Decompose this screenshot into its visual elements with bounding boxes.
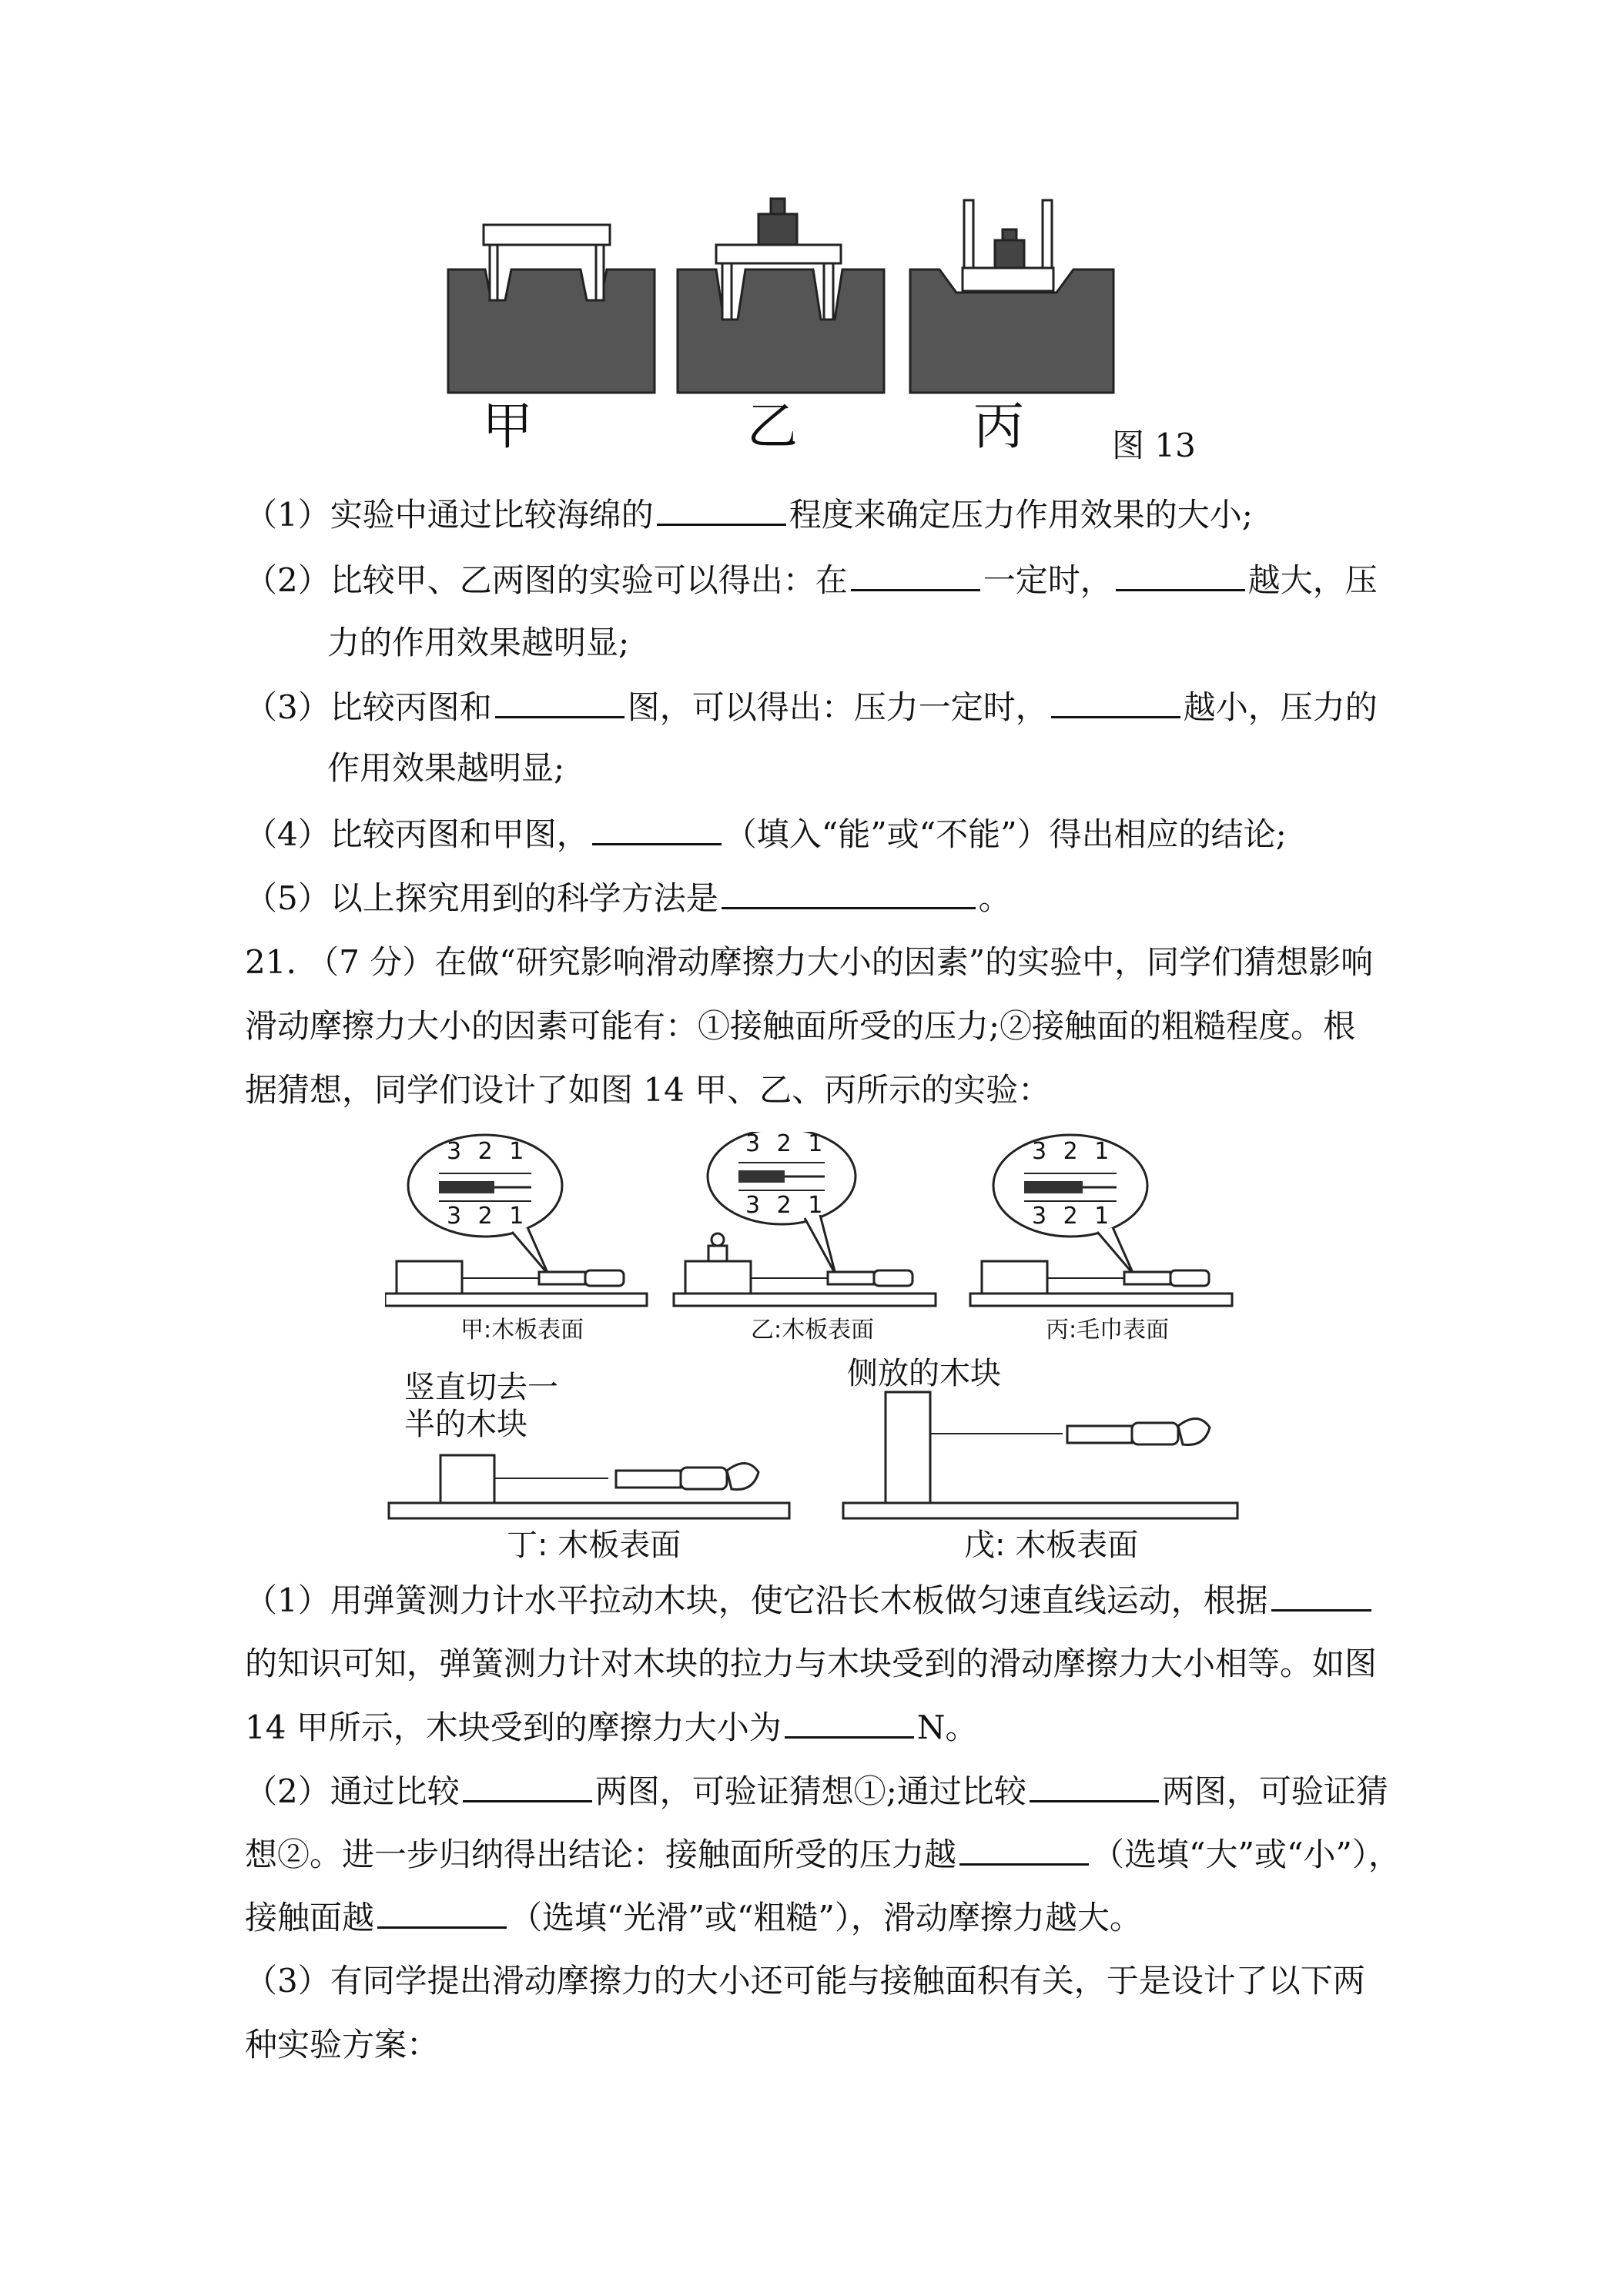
wu-note: 侧放的木块 [847,1356,1001,1391]
q21-p2-line1: （2）通过比较 两图，可验证猜想①;通过比较 两图，可验证猜 [245,1769,1388,1813]
q20-item-4: （4）比较丙图和甲图， （填入“能”或“不能”）得出相应的结论; [245,812,1287,856]
q20-item-1: （1）实验中通过比较海绵的 程度来确定压力作用效果的大小; [245,493,1253,537]
scale-bing-top: 3 2 1 [1032,1138,1114,1165]
scale-jia-bottom: 3 2 1 [447,1203,529,1230]
blank[interactable] [785,1705,914,1739]
apparatus-wu [843,1392,1237,1518]
fig14-caption-wu: 戊: 木板表面 [964,1528,1139,1563]
q21-p1-line1: （1）用弹簧测力计水平拉动木块，使它沿长木板做匀速直线运动，根据 [245,1578,1375,1622]
blank[interactable] [592,812,722,845]
blank[interactable] [1051,685,1180,718]
q21-p3-line1: （3）有同学提出滑动摩擦力的大小还可能与接触面积有关，于是设计了以下两 [245,1962,1365,2000]
blank[interactable] [1271,1578,1371,1612]
figure-13-sponges [431,185,1124,408]
blank[interactable] [377,1896,507,1929]
blank[interactable] [722,876,976,909]
blank[interactable] [657,493,786,526]
sponge-yi [678,199,884,393]
fig14-caption-yi: 乙:木板表面 [751,1317,875,1344]
scale-yi-top: 3 2 1 [745,1130,828,1157]
q21-p2-line2: 想②。进一步归纳得出结论：接触面所受的压力越 （选填“大”或“小”）， [245,1832,1401,1876]
q20-item-2: （2）比较甲、乙两图的实验可以得出：在 一定时， 越大，压 [245,558,1378,602]
fig13-caption: 图 13 [1112,427,1196,464]
q21-intro-3: 据猜想，同学们设计了如图 14 甲、乙、丙所示的实验： [245,1071,1051,1109]
fig13-label-jia: 甲 [482,397,533,456]
q20-item-3-cont: 作用效果越明显; [327,749,565,787]
fig14-caption-bing: 丙:毛巾表面 [1046,1317,1170,1344]
q21-intro-2: 滑动摩擦力大小的因素可能有：①接触面所受的压力;②接触面的粗糙程度。根 [245,1007,1356,1045]
scale-jia-top: 3 2 1 [447,1138,529,1165]
blank[interactable] [959,1832,1089,1866]
ding-note-1: 竖直切去一 [404,1370,558,1405]
blank[interactable] [1030,1769,1159,1802]
fig13-label-yi: 乙 [747,397,798,456]
q20-item-5: （5）以上探究用到的科学方法是 。 [245,876,1011,920]
blank[interactable] [1116,558,1245,591]
apparatus-yi [674,1132,936,1306]
q21-p3-line2: 种实验方案： [245,2026,440,2063]
q21-p2-line3: 接触面越 （选填“光滑”或“粗糙”），滑动摩擦力越大。 [245,1896,1142,1940]
ding-note-2: 半的木块 [404,1407,527,1442]
blank[interactable] [851,558,980,591]
apparatus-ding [389,1455,789,1518]
scale-bing-bottom: 3 2 1 [1032,1203,1114,1230]
fig14-caption-jia: 甲:木板表面 [460,1317,584,1344]
q20-item-2-cont: 力的作用效果越明显; [327,624,630,661]
q21-p1-line2: 的知识可知，弹簧测力计对木块的拉力与木块受到的滑动摩擦力大小相等。如图 [245,1645,1378,1682]
blank[interactable] [463,1769,592,1802]
fig13-label-bing: 丙 [973,397,1024,456]
q20-item-3: （3）比较丙图和 图，可以得出：压力一定时， 越小，压力的 [245,685,1378,729]
scale-yi-bottom: 3 2 1 [745,1192,828,1219]
sponge-bing [910,200,1113,393]
q21-p1-line3: 14 甲所示，木块受到的摩擦力大小为 N。 [245,1705,978,1749]
q21-intro-1: 21. （7 分）在做“研究影响滑动摩擦力大小的因素”的实验中，同学们猜想影响 [245,943,1374,981]
fig14-caption-ding: 丁: 木板表面 [507,1528,681,1563]
blank[interactable] [495,685,624,718]
sponge-jia [448,225,655,393]
